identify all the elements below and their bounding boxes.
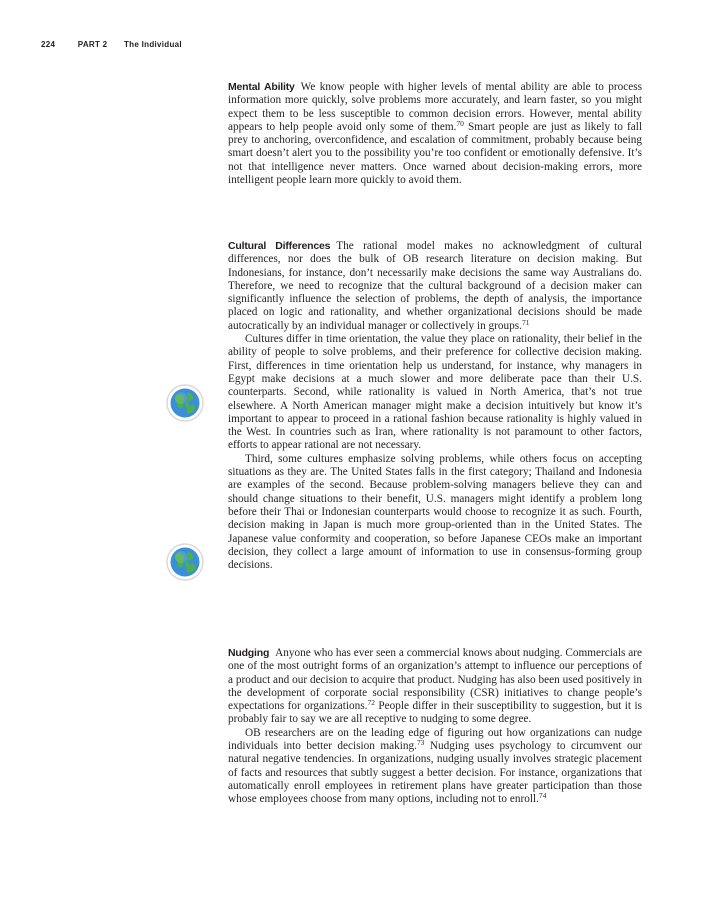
section-mental-ability bbox=[228, 81, 642, 187]
footnote-ref: 73 bbox=[416, 738, 425, 748]
section-nudging bbox=[228, 647, 642, 807]
paragraph bbox=[228, 81, 642, 187]
section-heading: Cultural Differences bbox=[228, 240, 331, 252]
body-text: People differ in their susceptibility to suggestion, but it is probably fair to say we are all receptive to nudging to some degree. bbox=[228, 700, 642, 726]
section-label: The Individual bbox=[123, 40, 182, 49]
body-text: Smart people are just as likely to fall prey to anchoring, overconfidence, and escalation of commitment, probably because being smart doesn’t alert you to the possibility you’re too confident or emotionally defensive. It’s not that intelligence never matters. Once warned about decision-making errors, more intelligent people learn more quickly to avoid them. bbox=[228, 120, 642, 187]
body-text: Nudging uses psychology to circumvent our natural negative tendencies. In organizations, nudging usually involves strategic placement of facts and resources that subtly suggest a better decision. For instance, organizations that automatically enroll employees in retirement plans have greater participation than those whose employees choose from many options, including not to enroll. bbox=[228, 740, 642, 806]
paragraph: Cultures differ in time orientation, the value they place on rationality, their belief in the ability of people to solve problems, and their preference for collective decision making. First, differences in time orientation help us understand, for instance, why managers in Egypt make decisions at a much slower and more deliberate pace than their U.S. counterparts. Second, while rationality is valued in North America, that’s not true elsewhere. A North American manager might make a decision intuitively but know it’s important to appear to proceed in a rational fashion because rationality is highly valued in the West. In countries such as Iran, where rationality is not paramount to other factors, efforts to appear rational are not necessary. bbox=[228, 333, 642, 452]
paragraph bbox=[228, 647, 642, 727]
section-heading: Mental Ability bbox=[228, 81, 295, 93]
globe-icon bbox=[166, 543, 204, 581]
part-label: PART 2 bbox=[77, 40, 108, 49]
running-head bbox=[41, 40, 182, 49]
body-text: We know people with higher levels of mental ability are able to process information more quickly, solve problems more accurately, and learn faster, so you might expect them to be less susceptible to common decision errors. However, mental ability appears to help people avoid only some of them. bbox=[228, 81, 642, 133]
globe-icon bbox=[166, 384, 204, 422]
page-number: 224 bbox=[41, 40, 56, 49]
section-cultural-differences bbox=[228, 240, 642, 572]
section-heading: Nudging bbox=[228, 647, 270, 659]
footnote-ref: 72 bbox=[367, 698, 375, 708]
body-text: The rational model makes no acknowledgment of cultural differences, nor does the bulk of OB research literature on decision making. But Indonesians, for instance, don’t necessarily make decisions the same way Australians do. Therefore, we need to recognize that the cultural background of a decision maker can significantly influence the selection of problems, the depth of analysis, the importance placed on logic and rationality, and whether organizational decisions should be made autocratically by an individual manager or collectively in groups. bbox=[228, 240, 642, 332]
paragraph: Third, some cultures emphasize solving problems, while others focus on accepting situations as they are. The United States falls in the first category; Thailand and Indonesia are examples of the second. Because problem-solving managers believe they can and should change situations to their benefit, U.S. managers might identify a problem long before their Thai or Indonesian counterparts would choose to recognize it as such. Fourth, decision making in Japan is much more group-oriented than in the United States. The Japanese value conformity and cooperation, so before Japanese CEOs make an important decision, they collect a large amount of information to use in consensus-forming group decisions. bbox=[228, 452, 642, 572]
paragraph bbox=[228, 240, 642, 333]
footnote-ref: 71 bbox=[521, 317, 530, 327]
footnote-ref: 74 bbox=[538, 791, 547, 801]
footnote-ref: 70 bbox=[456, 118, 464, 128]
body-text: OB researchers are on the leading edge of figuring out how organizations can nudge individuals into better decision making. bbox=[228, 726, 642, 753]
paragraph bbox=[228, 727, 642, 807]
body-text: Anyone who has ever seen a commercial knows about nudging. Commercials are one of the most outright forms of an organization’s attempt to influence our perceptions of a product and our decision to acquire that product. Nudging has also been used positively in the development of corporate social responsibility (CSR) initiatives to change people’s expectations for organizations. bbox=[228, 647, 642, 713]
